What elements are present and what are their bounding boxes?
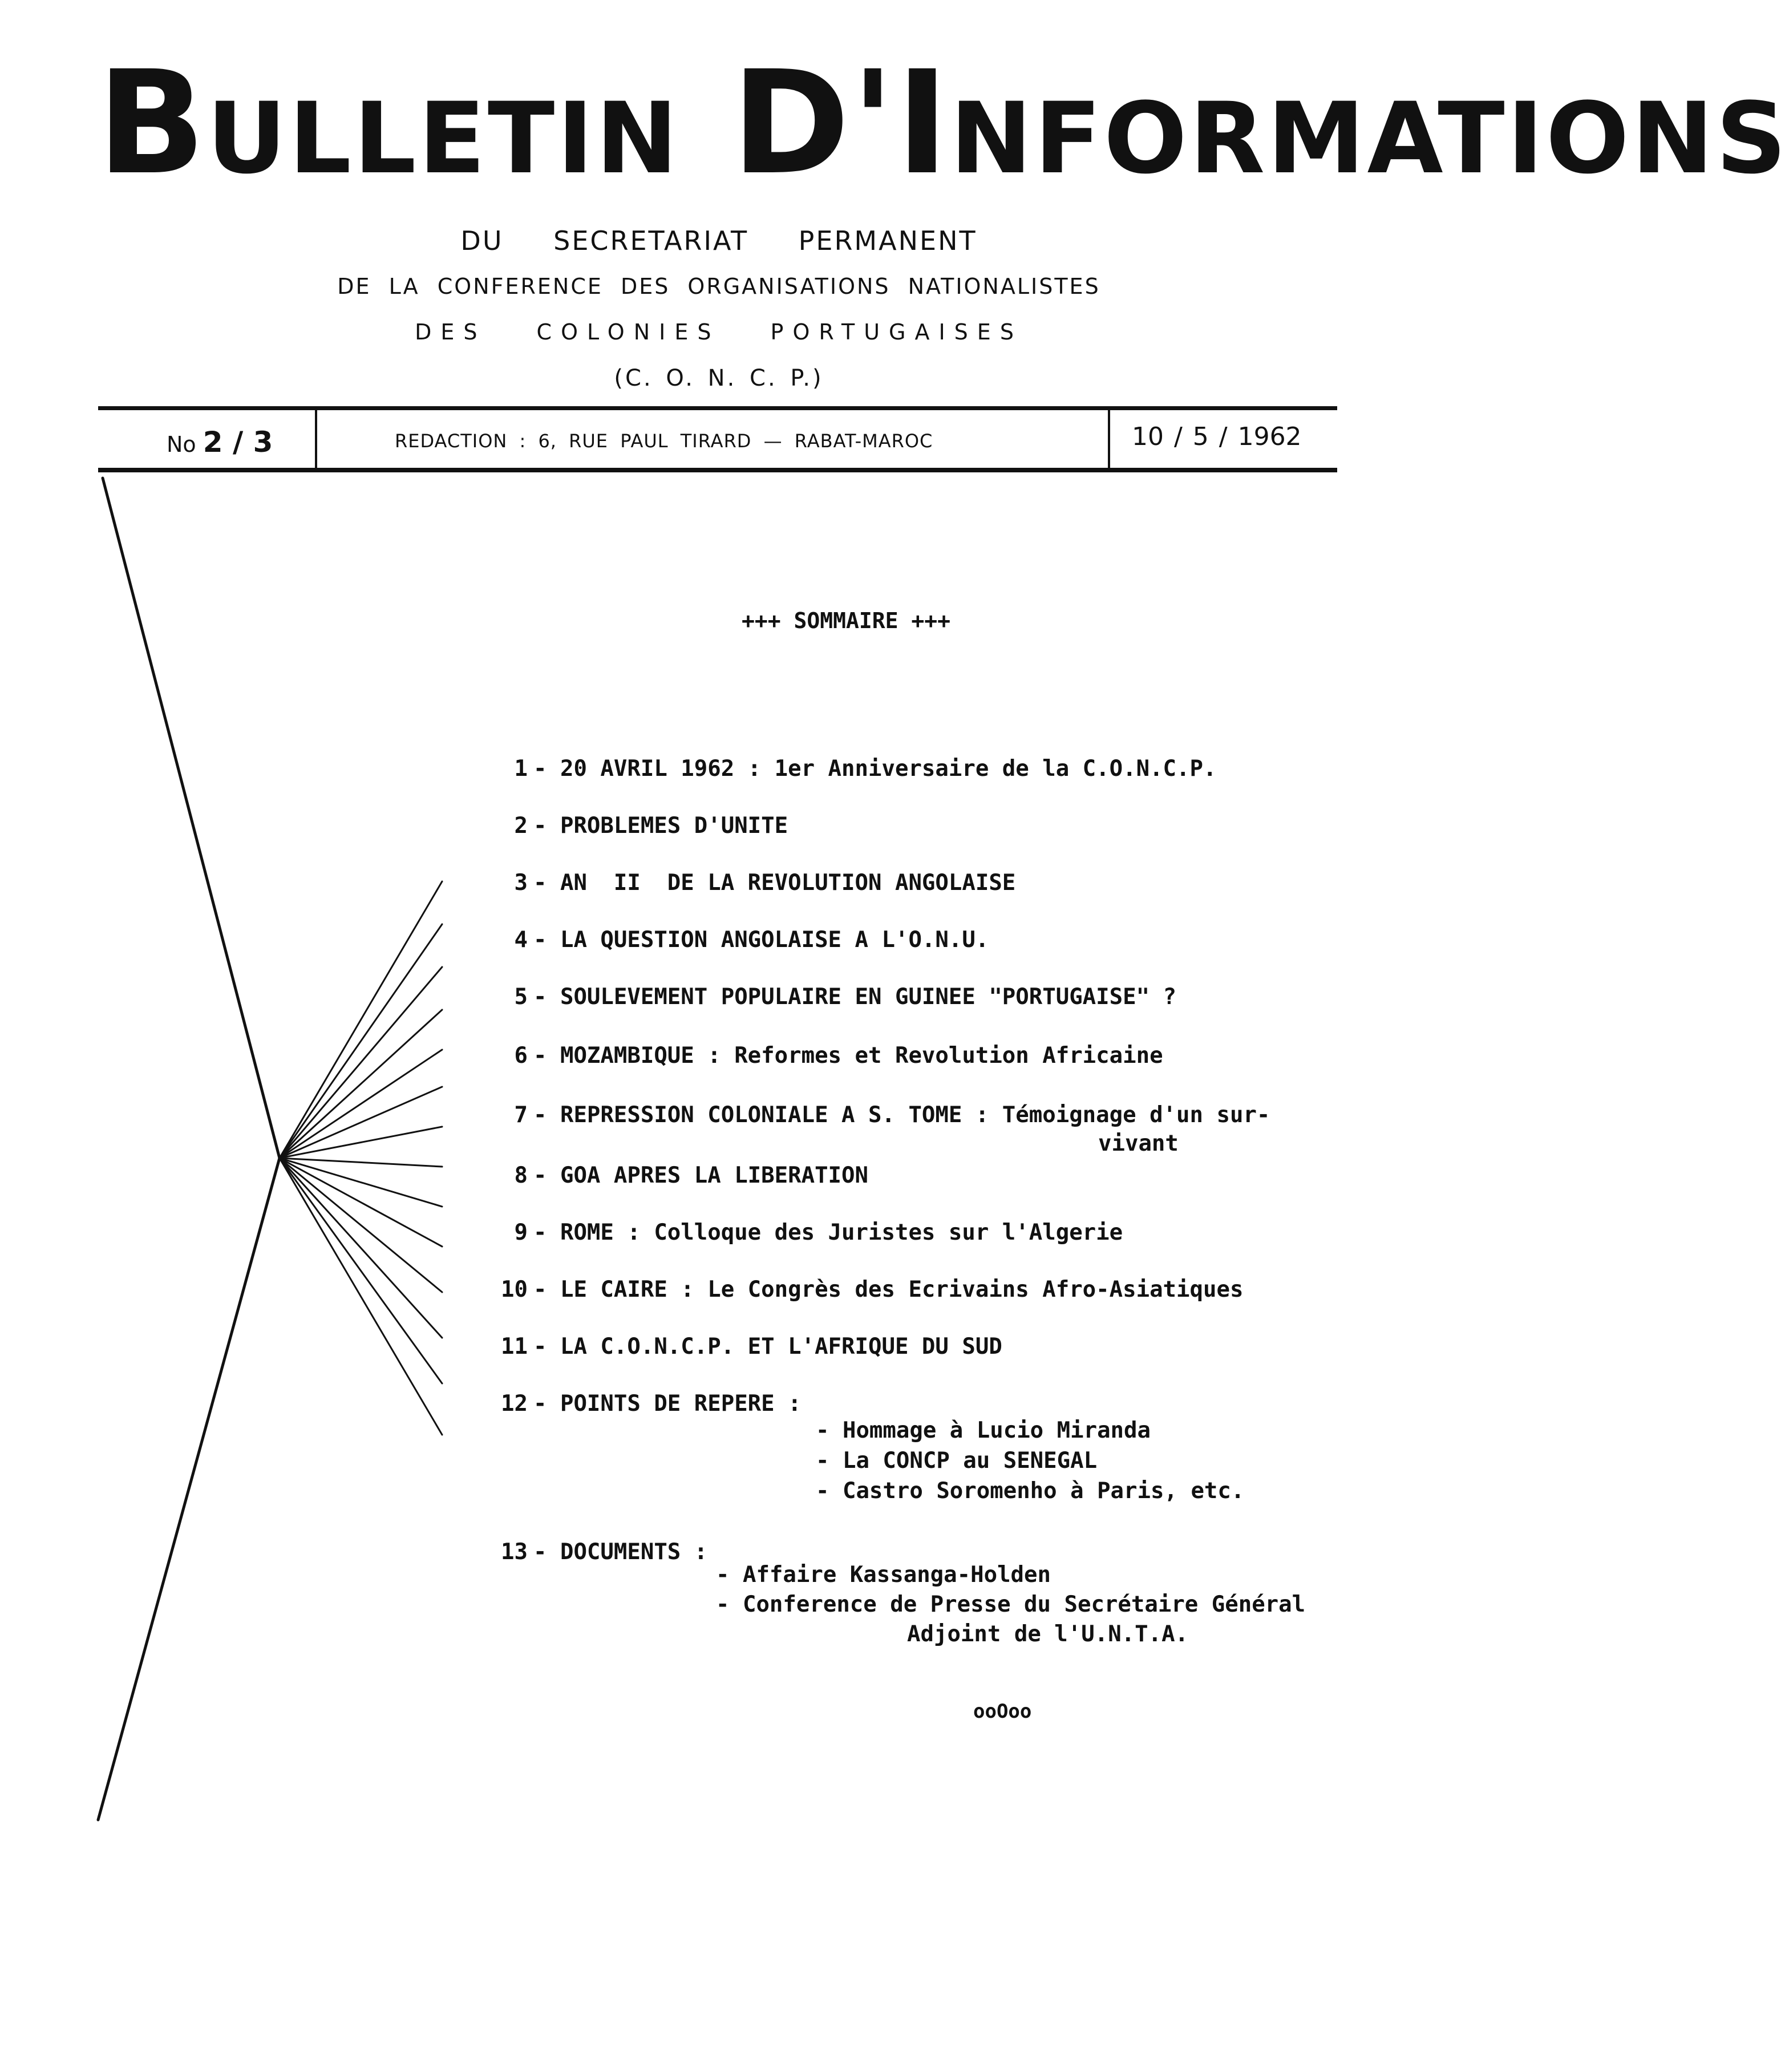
sommaire-item-number: 1	[514, 756, 528, 782]
sommaire-item	[514, 984, 1177, 1010]
sommaire-item-number: 8	[514, 1163, 528, 1188]
sommaire-subitem: - Affaire Kassanga-Holden	[716, 1562, 1051, 1588]
sommaire-item	[514, 1102, 1270, 1128]
sommaire-item-text: - MOZAMBIQUE : Reformes et Revolution Africaine	[533, 1043, 1163, 1069]
sommaire-item-text: - GOA APRES LA LIBERATION	[533, 1163, 868, 1188]
sommaire-item	[501, 1539, 708, 1565]
sommaire-item-continuation: vivant	[1098, 1131, 1179, 1156]
sommaire-subitem: - Conference de Presse du Secrétaire Général	[716, 1592, 1306, 1617]
issue-number-value: 2 / 3	[203, 426, 273, 459]
sommaire-item-number: 5	[514, 984, 528, 1010]
issue-prefix: No	[167, 432, 196, 457]
decor-long-line-upper	[103, 478, 280, 1158]
sommaire-subitem: - Castro Soromenho à Paris, etc.	[816, 1478, 1245, 1504]
redaction-address: REDACTION : 6, RUE PAUL TIRARD — RABAT-MAROC	[395, 430, 933, 452]
sommaire-item	[514, 756, 1217, 782]
sommaire-item-number: 6	[514, 1043, 528, 1069]
sommaire-item-text: - DOCUMENTS :	[533, 1539, 708, 1565]
subheader-line-1: DU SECRETARIAT PERMANENT	[460, 225, 977, 256]
sommaire-item-text: - LE CAIRE : Le Congrès des Ecrivains Afro-Asiatiques	[533, 1277, 1244, 1302]
sommaire-item-number: 10	[501, 1277, 528, 1302]
decor-fan-ray	[280, 967, 442, 1158]
sommaire-subitem: Adjoint de l'U.N.T.A.	[907, 1621, 1189, 1647]
sommaire-item-number: 4	[514, 927, 528, 953]
decor-fan-ray	[280, 1158, 442, 1247]
sommaire-item	[514, 927, 989, 953]
end-mark: ooOoo	[973, 1700, 1032, 1723]
sommaire-item-number: 3	[514, 870, 528, 896]
decor-fan-rays	[280, 881, 442, 1435]
sommaire-item-number: 9	[514, 1220, 528, 1245]
sommaire-subitem: - Hommage à Lucio Miranda	[816, 1418, 1151, 1443]
sommaire-item-text: - LA C.O.N.C.P. ET L'AFRIQUE DU SUD	[533, 1334, 1002, 1359]
masthead-word-nformations: NFORMATIONS	[950, 81, 1789, 196]
masthead-initial-b: B	[97, 40, 207, 206]
decor-fan-ray	[280, 1158, 442, 1383]
sommaire-item-text: - ROME : Colloque des Juristes sur l'Algerie	[533, 1220, 1123, 1245]
sommaire-item-text: - REPRESSION COLONIALE A S. TOME : Témoignage d'un sur-	[533, 1102, 1270, 1128]
sommaire-item-text: - PROBLEMES D'UNITE	[533, 813, 788, 839]
sommaire-item-number: 12	[501, 1391, 528, 1417]
sommaire-item	[514, 1220, 1123, 1245]
masthead-word-ulletin: ULLETIN	[207, 81, 681, 196]
issue-date: 10 / 5 / 1962	[1132, 422, 1302, 451]
sommaire-item	[514, 870, 1016, 896]
sommaire-item	[514, 1163, 868, 1188]
sommaire-item-number: 2	[514, 813, 528, 839]
sommaire-item-text: - POINTS DE REPERE :	[533, 1391, 802, 1417]
sommaire-item	[514, 813, 788, 839]
sommaire-item-text: - 20 AVRIL 1962 : 1er Anniversaire de la C.O.N.C.P.	[533, 756, 1217, 782]
sommaire-subitem: - La CONCP au SENEGAL	[816, 1448, 1098, 1474]
sommaire-item-number: 13	[501, 1539, 528, 1565]
sommaire-item-text: - AN II DE LA REVOLUTION ANGOLAISE	[533, 870, 1016, 896]
decor-fan-ray	[280, 1158, 442, 1338]
sommaire-item	[501, 1391, 802, 1417]
decor-fan-ray	[280, 1010, 442, 1158]
sommaire-item-number: 11	[501, 1334, 528, 1359]
sommaire-item	[501, 1334, 1002, 1359]
decor-fan-ray	[280, 881, 442, 1158]
masthead-initial-di: D'I	[731, 40, 950, 206]
sommaire-item	[501, 1277, 1244, 1302]
subheader-line-3: DES COLONIES PORTUGAISES	[415, 319, 1023, 345]
sommaire-item-text: - LA QUESTION ANGOLAISE A L'O.N.U.	[533, 927, 989, 953]
sommaire-item	[514, 1043, 1163, 1069]
decor-long-line-lower	[98, 1158, 280, 1820]
sommaire-item-text: - SOULEVEMENT POPULAIRE EN GUINEE "PORTUGAISE" ?	[533, 984, 1177, 1010]
subheader-line-2: DE LA CONFERENCE DES ORGANISATIONS NATIONALISTES	[337, 274, 1100, 299]
sommaire-item-number: 7	[514, 1102, 528, 1128]
subheader-acronym: (C. O. N. C. P.)	[614, 365, 824, 391]
sommaire-title: +++ SOMMAIRE +++	[742, 608, 951, 633]
